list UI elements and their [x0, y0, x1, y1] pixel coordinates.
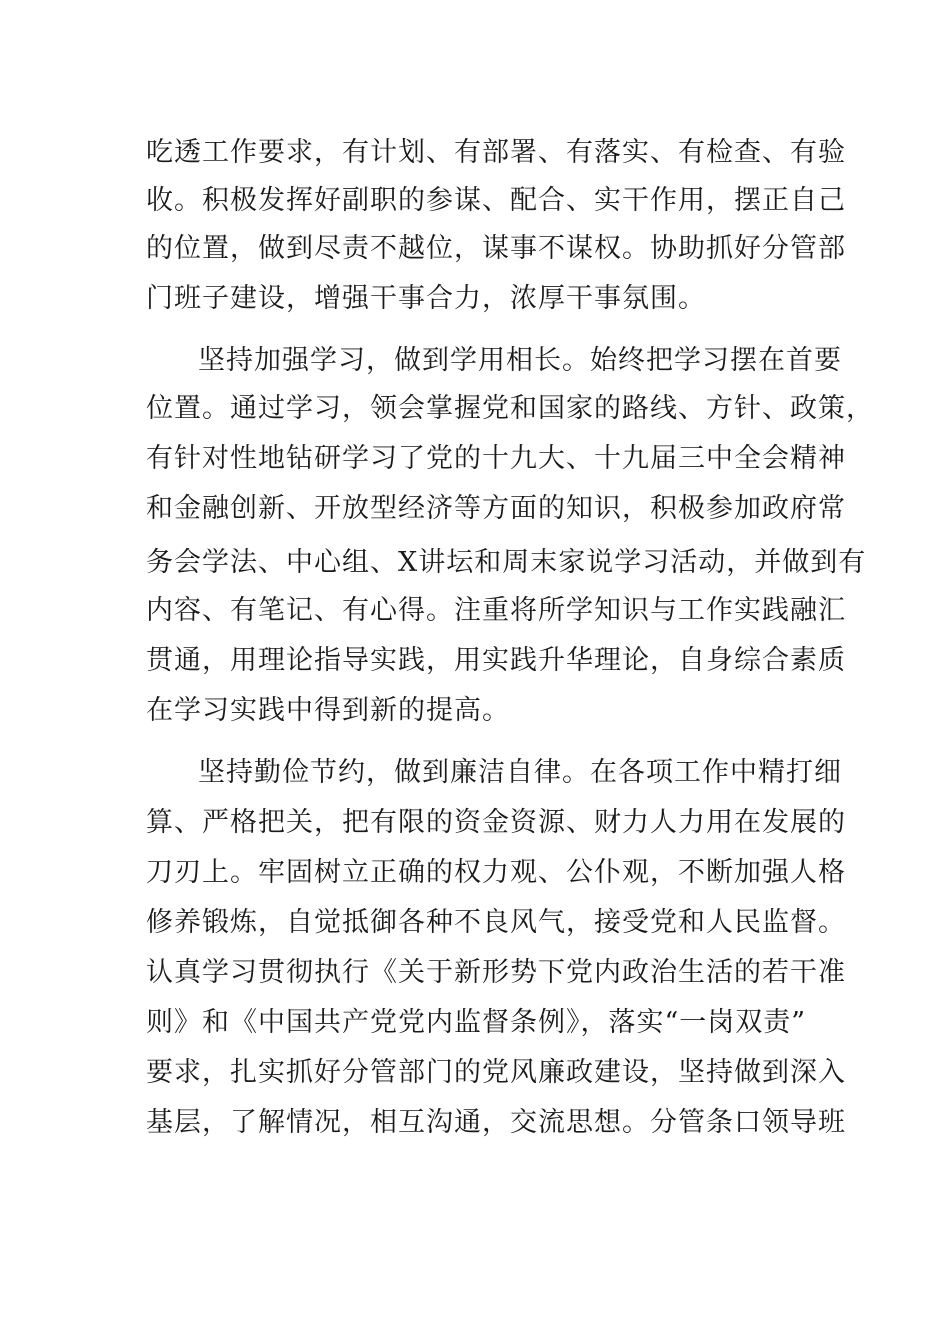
text-line: 算、严格把关，把有限的资金资源、财力人力用在发展的 — [146, 807, 846, 838]
text-line: 收。积极发挥好副职的参谋、配合、实干作用，摆正自己 — [146, 185, 846, 216]
text-line: 基层，了解情况，相互沟通，交流思想。分管条口领导班 — [146, 1107, 846, 1138]
text-line: 和金融创新、开放型经济等方面的知识，积极参加政府常 — [146, 493, 846, 524]
text-line: 务会学法、中心组、X讲坛和周末家说学习活动，并做到有 — [146, 547, 867, 578]
text-line: 的位置，做到尽责不越位，谋事不谋权。协助抓好分管部 — [146, 233, 846, 264]
text-line: 则》和《中国共产党党内监督条例》，落实“一岗双责” — [146, 1007, 807, 1038]
text-line: 贯通，用理论指导实践，用实践升华理论，自身综合素质 — [146, 645, 846, 676]
text-line: 刀刃上。牢固树立正确的权力观、公仆观，不断加强人格 — [146, 857, 846, 888]
paragraph-first-line: 坚持加强学习，做到学用相长。始终把学习摆在首要 — [198, 345, 842, 376]
text-line: 内容、有笔记、有心得。注重将所学知识与工作实践融汇 — [146, 595, 846, 626]
text-line: 要求，扎实抓好分管部门的党风廉政建设，坚持做到深入 — [146, 1057, 846, 1088]
text-line: 位置。通过学习，领会掌握党和国家的路线、方针、政策， — [146, 393, 874, 424]
text-line: 修养锻炼，自觉抵御各种不良风气，接受党和人民监督。 — [146, 907, 846, 938]
text-line: 在学习实践中得到新的提高。 — [146, 695, 510, 726]
text-line: 吃透工作要求，有计划、有部署、有落实、有检查、有验 — [146, 137, 846, 168]
text-line: 门班子建设，增强干事合力，浓厚干事氛围。 — [146, 283, 706, 314]
text-line: 有针对性地钻研学习了党的十九大、十九届三中全会精神 — [146, 443, 846, 474]
text-line: 认真学习贯彻执行《关于新形势下党内政治生活的若干准 — [146, 957, 846, 988]
paragraph-first-line: 坚持勤俭节约，做到廉洁自律。在各项工作中精打细 — [198, 757, 842, 788]
